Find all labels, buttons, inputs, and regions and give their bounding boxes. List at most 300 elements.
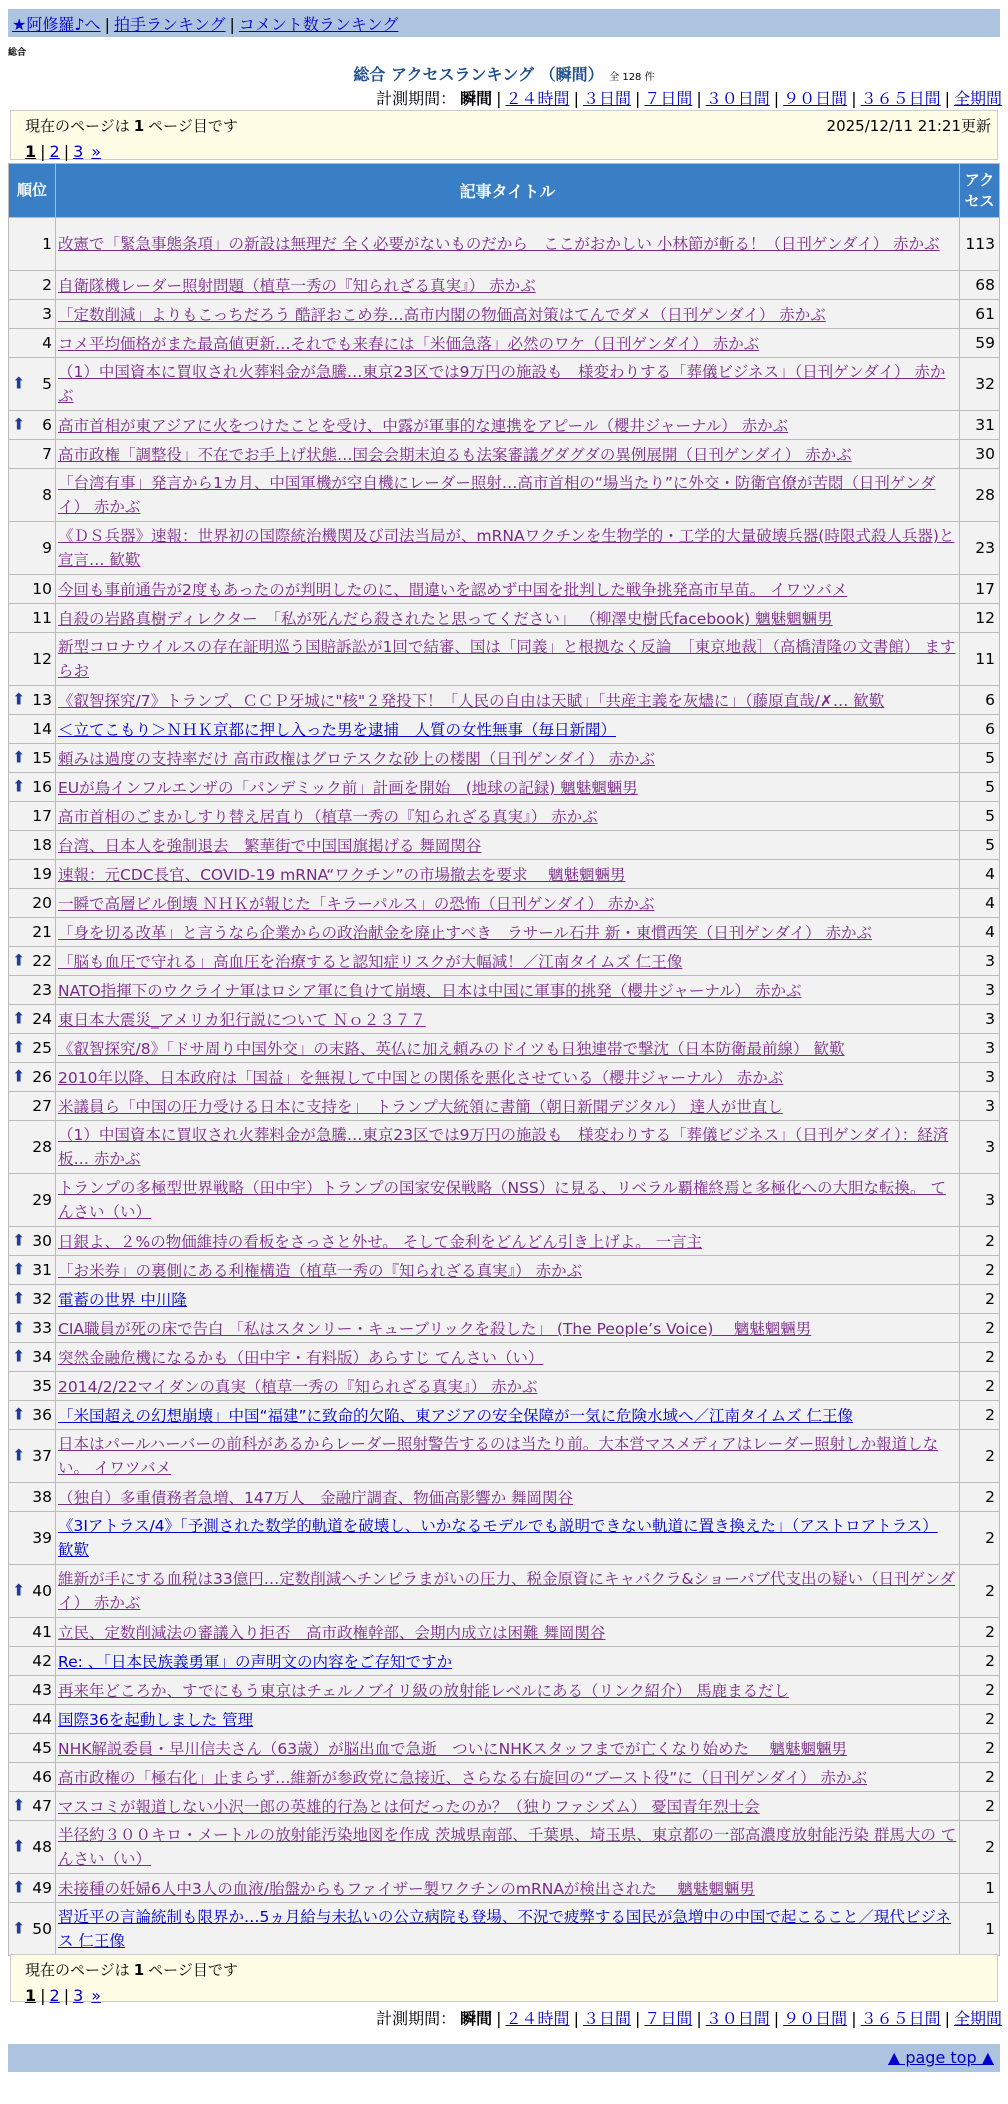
- article-link[interactable]: 自衛隊機レーダー照射問題（植草一秀の『知られざる真実』） 赤かぶ: [58, 277, 536, 295]
- table-row: [9, 300, 1000, 329]
- article-link[interactable]: 立民、定数削減法の審議入り拒否 高市政権幹部、会期内成立は困難 舞岡関谷: [58, 1624, 606, 1642]
- article-link[interactable]: 電蓄の世界 中川隆: [58, 1291, 187, 1309]
- rank-number: 43: [32, 1681, 52, 1699]
- article-link[interactable]: 半径約３００キロ・メートルの放射能汚染地図を作成 茨城県南部、千葉県、埼玉県、東京都の一部高濃度放射能汚染 群馬大の てんさい（い）: [58, 1826, 957, 1868]
- access-count: 5: [960, 831, 1000, 860]
- table-row: [9, 773, 1000, 802]
- pagination-next[interactable]: »: [91, 1986, 102, 2005]
- rank-number: 10: [32, 580, 52, 598]
- table-row: [9, 889, 1000, 918]
- article-link[interactable]: CIA職員が死の床で告白 「私はスタンリー・キューブリックを殺した」 (The People’s Voice) 魑魅魍魎男: [58, 1320, 812, 1338]
- table-row: [9, 1903, 1000, 1956]
- period-current: 瞬間: [460, 89, 493, 108]
- table-row: [9, 1676, 1000, 1705]
- rank-cell: [9, 976, 56, 1005]
- table-row: [9, 1174, 1000, 1227]
- article-link[interactable]: 改憲で「緊急事態条項」の新設は無理だ 全く必要がないものだから ここがおかしい 小林節が斬る！（日刊ゲンダイ） 赤かぶ: [58, 235, 940, 253]
- page-top-link[interactable]: ▲ page top ▲: [887, 2048, 994, 2067]
- table-header-row: [9, 164, 1000, 218]
- rank-cell: [9, 1121, 56, 1174]
- article-link[interactable]: トランプの多極型世界戦略（田中宇）トランプの国家安保戦略（NSS）に見る、リベラル覇権終焉と多極化への大胆な転換。 てんさい（い）: [58, 1179, 946, 1221]
- table-row: [9, 604, 1000, 633]
- rank-cell: [9, 1903, 56, 1956]
- up-arrow-icon: ⬆: [12, 1795, 26, 1815]
- access-count: 2: [960, 1821, 1000, 1874]
- access-count: 4: [960, 860, 1000, 889]
- period-separator: |: [573, 89, 579, 108]
- table-row: [9, 271, 1000, 300]
- pager-current-page: 1: [133, 117, 145, 135]
- up-arrow-icon: ⬆: [12, 1037, 26, 1057]
- article-link[interactable]: 《3Iアトラス/4》「予測された数学的軌道を破壊し、いかなるモデルでも説明できない軌道に置き換えた」（アストロアトラス） 歓歎: [58, 1517, 938, 1559]
- period-separator: |: [944, 2009, 950, 2028]
- pagination-next[interactable]: »: [91, 142, 102, 161]
- rank-cell: [9, 1034, 56, 1063]
- article-link[interactable]: 高市政権「調整役」不在でお手上げ状態…国会会期末迫るも法案審議グダグダの異例展開（日刊ゲンダイ） 赤かぶ: [58, 446, 852, 464]
- access-count: 6: [960, 686, 1000, 715]
- up-arrow-icon: ⬆: [12, 1836, 26, 1856]
- article-link[interactable]: 2010年以降、日本政府は「国益」を無視して中国との関係を悪化させている（櫻井ジャーナル） 赤かぶ: [58, 1069, 784, 1087]
- access-count: 1: [960, 1874, 1000, 1903]
- article-link[interactable]: マスコミが報道しない小沢一郎の英雄的行為とは何だったのか？（独りファシズム） 憂国青年烈士会: [58, 1798, 760, 1816]
- rank-cell: [9, 1565, 56, 1618]
- table-row: [9, 715, 1000, 744]
- period-current: 瞬間: [460, 2009, 493, 2028]
- footer-bar: [8, 2044, 1000, 2072]
- rank-cell: [9, 604, 56, 633]
- rank-cell: [9, 831, 56, 860]
- rank-number: 1: [42, 235, 52, 253]
- article-link[interactable]: 突然金融危機になるかも（田中宇・有料版）あらすじ てんさい（い）: [58, 1349, 544, 1367]
- access-count: 4: [960, 889, 1000, 918]
- table-row: [9, 411, 1000, 440]
- article-link[interactable]: 米議員ら「中国の圧力受ける日本に支持を」 トランプ大統領に書簡（朝日新聞デジタル） 達人が世直し: [58, 1098, 783, 1116]
- top-nav-bar: [8, 9, 1000, 37]
- access-count: 2: [960, 1792, 1000, 1821]
- period-link[interactable]: ３日間: [582, 2009, 631, 2028]
- access-count: 5: [960, 802, 1000, 831]
- title-cell: [56, 1174, 960, 1227]
- article-link[interactable]: 「米国超えの幻想崩壊」中国“福建”に致命的欠陥、東アジアの安全保障が一気に危険水域へ／江南タイムズ 仁王像: [58, 1407, 854, 1425]
- access-count: 3: [960, 1092, 1000, 1121]
- title-cell: [56, 1618, 960, 1647]
- article-link[interactable]: 「定数削減」よりもこっちだろう 酷評おこめ券…高市内閣の物価高対策はてんでダメ（日刊ゲンダイ） 赤かぶ: [58, 306, 826, 324]
- article-link[interactable]: 日銀よ、２%の物価維持の看板をさっさと外せ。 そして金利をどんどん引き上げよ。 一言主: [58, 1233, 703, 1251]
- rank-cell: [9, 1821, 56, 1874]
- access-count: 32: [960, 358, 1000, 411]
- article-link[interactable]: 「お米券」の裏側にある利権構造（植草一秀の『知られざる真実』） 赤かぶ: [58, 1262, 583, 1280]
- pager-status: [25, 1959, 983, 1980]
- period-link[interactable]: ２４時間: [505, 2009, 570, 2028]
- rank-number: 23: [32, 981, 52, 999]
- pagination-page-2[interactable]: 2: [49, 142, 60, 161]
- rank-cell: [9, 889, 56, 918]
- pagination-page-3[interactable]: 3: [73, 142, 84, 161]
- period-link[interactable]: ７日間: [644, 2009, 693, 2028]
- access-count: 2: [960, 1343, 1000, 1372]
- rank-cell: [9, 715, 56, 744]
- rank-number: 50: [32, 1920, 52, 1938]
- access-count: 5: [960, 744, 1000, 773]
- table-row: [9, 469, 1000, 522]
- article-link[interactable]: コメ平均価格がまた最高値更新…それでも来春には「米価急落」必然のワケ（日刊ゲンダイ） 赤かぶ: [58, 335, 760, 353]
- title-cell: [56, 633, 960, 686]
- access-count: 3: [960, 1174, 1000, 1227]
- header-rank: 順位: [9, 164, 56, 218]
- table-row: [9, 218, 1000, 271]
- rank-cell: [9, 522, 56, 575]
- rank-cell: [9, 1512, 56, 1565]
- table-row: [9, 329, 1000, 358]
- period-link[interactable]: ３６５日間: [860, 2009, 941, 2028]
- access-count: 2: [960, 1401, 1000, 1430]
- article-link[interactable]: 《叡智探究/8》「ドサ周り中国外交」の末路、英仏に加え頼みのドイツも日独連帯で撃沈（日本防衛最前線） 歓歎: [58, 1040, 845, 1058]
- title-cell: [56, 218, 960, 271]
- header-title: 記事タイトル: [56, 164, 960, 218]
- title-cell: [56, 1821, 960, 1874]
- table-row: [9, 1401, 1000, 1430]
- up-arrow-icon: ⬆: [12, 1404, 26, 1424]
- period-separator: |: [696, 89, 702, 108]
- pagination: [25, 142, 983, 161]
- table-row: [9, 1792, 1000, 1821]
- title-cell: [56, 358, 960, 411]
- access-count: 2: [960, 1512, 1000, 1565]
- rank-number: 3: [42, 305, 52, 323]
- article-link[interactable]: 国際36を起動しました 管理: [58, 1711, 254, 1729]
- title-cell: [56, 1063, 960, 1092]
- access-count: 2: [960, 1372, 1000, 1401]
- table-row: [9, 1734, 1000, 1763]
- access-count: 2: [960, 1256, 1000, 1285]
- up-arrow-icon: ⬆: [12, 776, 26, 796]
- access-count: 12: [960, 604, 1000, 633]
- access-count: 2: [960, 1483, 1000, 1512]
- title-cell: [56, 1121, 960, 1174]
- article-link[interactable]: 高市首相が東アジアに火をつけたことを受け、中露が軍事的な連携をアピール（櫻井ジャーナル） 赤かぶ: [58, 417, 789, 435]
- page-title-text: 総合 アクセスランキング （瞬間）: [353, 65, 604, 84]
- rank-cell: [9, 1372, 56, 1401]
- article-link[interactable]: 頼みは過度の支持率だけ 高市政権はグロテスクな砂上の楼閣（日刊ゲンダイ） 赤かぶ: [58, 750, 655, 768]
- rank-cell: [9, 773, 56, 802]
- access-count: 30: [960, 440, 1000, 469]
- title-cell: [56, 440, 960, 469]
- title-cell: [56, 1005, 960, 1034]
- period-link[interactable]: ３６５日間: [860, 89, 941, 108]
- header-access: アクセス: [960, 164, 1000, 218]
- table-row: [9, 1874, 1000, 1903]
- article-link[interactable]: 2014/2/22マイダンの真実（植草一秀の『知られざる真実』） 赤かぶ: [58, 1378, 538, 1396]
- table-row: [9, 1034, 1000, 1063]
- period-label: 計測期間：: [376, 89, 457, 108]
- article-link[interactable]: Re: 、「日本民族義勇軍」の声明文の内容をご存知ですか: [58, 1653, 453, 1671]
- rank-number: 5: [42, 375, 52, 393]
- rank-number: 8: [42, 486, 52, 504]
- article-link[interactable]: ＜立てこもり＞ＮＨＫ京都に押し入った男を逮捕 人質の女性無事（毎日新聞）: [58, 721, 617, 739]
- rank-number: 35: [32, 1377, 52, 1395]
- rank-cell: [9, 1227, 56, 1256]
- period-selector-bottom: [376, 2006, 1002, 2029]
- rank-number: 41: [32, 1623, 52, 1641]
- table-row: [9, 575, 1000, 604]
- total-count: 全 128 件: [609, 72, 655, 83]
- access-count: 3: [960, 976, 1000, 1005]
- title-cell: [56, 1372, 960, 1401]
- rank-number: 37: [32, 1447, 52, 1465]
- rank-number: 7: [42, 445, 52, 463]
- rank-cell: [9, 802, 56, 831]
- article-link[interactable]: 一瞬で高層ビル倒壊 ＮＨＫが報じた「キラーパルス」の恐怖（日刊ゲンダイ） 赤かぶ: [58, 895, 655, 913]
- article-link[interactable]: 日本はパールハーバーの前科があるからレーダー照射警告するのは当たり前。大本営マスメディアはレーダー照射しか報道しない。 イワツバメ: [58, 1435, 939, 1477]
- title-cell: [56, 1734, 960, 1763]
- rank-cell: [9, 1792, 56, 1821]
- title-cell: [56, 469, 960, 522]
- article-link[interactable]: 「脳も血圧で守れる」高血圧を治療すると認知症リスクが大幅減！／江南タイムズ 仁王像: [58, 953, 683, 971]
- rank-cell: [9, 1483, 56, 1512]
- rank-number: 2: [42, 276, 52, 294]
- period-link[interactable]: ２４時間: [505, 89, 570, 108]
- title-cell: [56, 1903, 960, 1956]
- access-count: 2: [960, 1676, 1000, 1705]
- access-count: 2: [960, 1705, 1000, 1734]
- period-selector: [376, 86, 1002, 109]
- title-cell: [56, 1483, 960, 1512]
- article-link[interactable]: 新型コロナウイルスの存在証明巡う国賠訴訟が1回で結審、国は「同義」と根拠なく反論 ［東京地裁］（高橋清隆の文書館） ますらお: [58, 638, 956, 680]
- updated-timestamp: 2025/12/11 21:21更新: [826, 117, 991, 135]
- rank-cell: [9, 1647, 56, 1676]
- pagination-separator: |: [40, 142, 46, 161]
- rank-cell: [9, 469, 56, 522]
- access-count: 113: [960, 218, 1000, 271]
- rank-cell: [9, 1763, 56, 1792]
- rank-number: 34: [32, 1348, 52, 1366]
- up-arrow-icon: ⬆: [12, 1580, 26, 1600]
- access-count: 3: [960, 947, 1000, 976]
- pagination-separator: |: [63, 1986, 70, 2005]
- period-link[interactable]: ３０日間: [705, 89, 770, 108]
- rank-number: 49: [32, 1879, 52, 1897]
- period-separator: |: [573, 2009, 579, 2028]
- title-cell: [56, 411, 960, 440]
- rank-cell: [9, 575, 56, 604]
- title-cell: [56, 831, 960, 860]
- up-arrow-icon: ⬆: [12, 1445, 26, 1465]
- rank-number: 36: [32, 1406, 52, 1424]
- access-count: 5: [960, 773, 1000, 802]
- table-row: [9, 831, 1000, 860]
- rank-number: 44: [32, 1710, 52, 1728]
- article-link[interactable]: 高市政権の「極右化」止まらず…維新が参政党に急接近、さらなる右旋回の“ブースト役”に（日刊ゲンダイ） 赤かぶ: [58, 1769, 868, 1787]
- rank-number: 28: [32, 1138, 52, 1156]
- period-link[interactable]: 全期間: [953, 2009, 1002, 2028]
- rank-cell: [9, 1063, 56, 1092]
- table-row: [9, 440, 1000, 469]
- period-separator: |: [634, 2009, 641, 2028]
- pagination-page-1: 1: [25, 142, 37, 161]
- rank-cell: [9, 1256, 56, 1285]
- rank-number: 29: [32, 1191, 52, 1209]
- rank-cell: [9, 918, 56, 947]
- nav-separator: |: [229, 15, 235, 34]
- period-link[interactable]: ９０日間: [783, 89, 848, 108]
- up-arrow-icon: ⬆: [12, 1259, 26, 1279]
- rank-number: 30: [32, 1232, 52, 1250]
- rank-number: 11: [32, 609, 52, 627]
- title-cell: [56, 686, 960, 715]
- article-link[interactable]: 習近平の言論統制も限界か…5ヵ月給与未払いの公立病院も登場、不況で疲弊する国民が急増中の中国で起こること／現代ビジネス 仁王像: [58, 1908, 951, 1950]
- access-count: 3: [960, 1121, 1000, 1174]
- rank-number: 9: [42, 539, 52, 557]
- section-label: 総合: [8, 48, 27, 58]
- article-link[interactable]: 今回も事前通告が2度もあったのが判明したのに、間違いを認めず中国を批判した戦争挑発高市早苗。 イワツバメ: [58, 581, 848, 599]
- access-count: 68: [960, 271, 1000, 300]
- up-arrow-icon: ⬆: [12, 1288, 26, 1308]
- article-link[interactable]: 東日本大震災_アメリカ犯行説について Ｎｏ２３７７: [58, 1011, 426, 1029]
- rank-cell: [9, 329, 56, 358]
- table-row: [9, 1565, 1000, 1618]
- access-count: 2: [960, 1763, 1000, 1792]
- up-arrow-icon: ⬆: [12, 689, 26, 709]
- title-cell: [56, 1705, 960, 1734]
- article-link[interactable]: 速報：元CDC長官、COVID-19 mRNA“ワクチン”の市場撤去を要求 魑魅魍魎男: [58, 866, 626, 884]
- up-arrow-icon: ⬆: [12, 1317, 26, 1337]
- article-link[interactable]: 維新が手にする血税は33億円…定数削減ヘチンピラまがいの圧力、税金原資にキャバクラ&ショーパブ代支出の疑い（日刊ゲンダイ） 赤かぶ: [58, 1570, 956, 1612]
- table-row: [9, 1512, 1000, 1565]
- table-row: [9, 633, 1000, 686]
- article-link[interactable]: 高市首相のごまかしすり替え居直り（植草一秀の『知られざる真実』） 赤かぶ: [58, 808, 598, 826]
- table-row: [9, 522, 1000, 575]
- rank-cell: [9, 860, 56, 889]
- title-cell: [56, 744, 960, 773]
- access-count: 2: [960, 1285, 1000, 1314]
- title-cell: [56, 918, 960, 947]
- title-cell: [56, 575, 960, 604]
- up-arrow-icon: ⬆: [12, 950, 26, 970]
- title-cell: [56, 522, 960, 575]
- pager-prefix: 現在のページは: [25, 1961, 130, 1979]
- article-link[interactable]: 「台湾有事」発言から1カ月、中国軍機が空自機にレーダー照射…高市首相の“場当たり”に外交・防衛官僚が苦悶（日刊ゲンダイ） 赤かぶ: [58, 474, 936, 516]
- period-separator: |: [851, 2009, 857, 2028]
- title-cell: [56, 300, 960, 329]
- rank-cell: [9, 744, 56, 773]
- article-link[interactable]: NATO指揮下のウクライナ軍はロシア軍に負けて崩壊、日本は中国に軍事的挑発（櫻井ジャーナル） 赤かぶ: [58, 982, 802, 1000]
- period-link[interactable]: 全期間: [953, 89, 1002, 108]
- rank-cell: [9, 218, 56, 271]
- article-link[interactable]: 再来年どころか、すでにもう東京はチェルノブイリ級の放射能レベルにある（リンク紹介） 馬鹿まるだし: [58, 1682, 790, 1700]
- pagination-page-3[interactable]: 3: [73, 1986, 84, 2005]
- title-cell: [56, 1227, 960, 1256]
- access-count: 1: [960, 1903, 1000, 1956]
- rank-number: 33: [32, 1319, 52, 1337]
- ranking-table: [8, 163, 1000, 1956]
- period-link[interactable]: ７日間: [644, 89, 693, 108]
- table-row: [9, 1705, 1000, 1734]
- period-separator: |: [851, 89, 857, 108]
- nav-clap-ranking-link[interactable]: 拍手ランキング: [113, 15, 226, 34]
- title-cell: [56, 1256, 960, 1285]
- table-row: [9, 1256, 1000, 1285]
- pagination-page-2[interactable]: 2: [49, 1986, 60, 2005]
- table-row: [9, 1005, 1000, 1034]
- up-arrow-icon: ⬆: [12, 1877, 26, 1897]
- nav-home-link[interactable]: ★阿修羅♪へ: [12, 15, 101, 34]
- title-cell: [56, 1285, 960, 1314]
- article-link[interactable]: 自殺の岩路真樹ディレクター 「私が死んだら殺されたと思ってください」 （柳澤史樹氏facebook) 魑魅魍魎男: [58, 610, 833, 628]
- access-count: 17: [960, 575, 1000, 604]
- period-link[interactable]: ３日間: [582, 89, 631, 108]
- title-cell: [56, 1874, 960, 1903]
- up-arrow-icon: ⬆: [12, 1230, 26, 1250]
- title-cell: [56, 1763, 960, 1792]
- table-row: [9, 1430, 1000, 1483]
- rank-cell: [9, 440, 56, 469]
- table-row: [9, 1121, 1000, 1174]
- table-row: [9, 1618, 1000, 1647]
- rank-number: 18: [32, 836, 52, 854]
- article-link[interactable]: （1）中国資本に買収され火葬料金が急騰…東京23区では9万円の施設も 様変わりする「葬儀ビジネス」（日刊ゲンダイ）：経済板… 赤かぶ: [58, 1126, 949, 1168]
- rank-number: 15: [32, 749, 52, 767]
- period-link[interactable]: ３０日間: [705, 2009, 770, 2028]
- title-cell: [56, 1034, 960, 1063]
- article-link[interactable]: （1）中国資本に買収され火葬料金が急騰…東京23区では9万円の施設も 様変わりする「葬儀ビジネス」（日刊ゲンダイ） 赤かぶ: [58, 363, 946, 405]
- title-cell: [56, 1565, 960, 1618]
- rank-number: 46: [32, 1768, 52, 1786]
- rank-cell: [9, 1343, 56, 1372]
- pager-box-bottom: [10, 1954, 998, 2005]
- article-link[interactable]: （独自）多重債務者急増、147万人 金融庁調査、物価高影響か 舞岡関谷: [58, 1489, 574, 1507]
- table-row: [9, 1372, 1000, 1401]
- title-cell: [56, 715, 960, 744]
- title-cell: [56, 1430, 960, 1483]
- nav-comment-ranking-link[interactable]: コメント数ランキング: [238, 15, 399, 34]
- rank-number: 40: [32, 1582, 52, 1600]
- period-link[interactable]: ９０日間: [783, 2009, 848, 2028]
- access-count: 2: [960, 1227, 1000, 1256]
- title-cell: [56, 947, 960, 976]
- rank-number: 12: [32, 650, 52, 668]
- up-arrow-icon: ⬆: [12, 1066, 26, 1086]
- pagination: [25, 1986, 983, 2005]
- rank-cell: [9, 300, 56, 329]
- article-link[interactable]: 未接種の妊婦6人中3人の血液/胎盤からもファイザー製ワクチンのmRNAが検出された 魑魅魍魎男: [58, 1880, 755, 1898]
- period-separator: |: [496, 2009, 502, 2028]
- title-cell: [56, 889, 960, 918]
- access-count: 2: [960, 1565, 1000, 1618]
- access-count: 28: [960, 469, 1000, 522]
- title-cell: [56, 1676, 960, 1705]
- table-row: [9, 358, 1000, 411]
- article-link[interactable]: 《叡智探究/7》トランプ、ＣＣＰ牙城に"核"２発投下！「人民の自由は天賦」「共産主義を灰燼に」（藤原直哉/✗… 歓歎: [58, 692, 885, 710]
- pagination-separator: |: [63, 142, 70, 161]
- up-arrow-icon: ⬆: [12, 747, 26, 767]
- table-row: [9, 1314, 1000, 1343]
- access-count: 3: [960, 1034, 1000, 1063]
- rank-cell: [9, 411, 56, 440]
- rank-cell: [9, 1314, 56, 1343]
- article-link[interactable]: NHK解説委員・早川信夫さん（63歳）が脳出血で急逝 ついにNHKスタッフまでが亡くなり始めた 魑魅魍魎男: [58, 1740, 847, 1758]
- article-link[interactable]: 《ＤＳ兵器》速報：世界初の国際統治機関及び司法当局が、mRNAワクチンを生物学的・工学的大量破壊兵器(時限式殺人兵器)と宣言… 歓歎: [58, 527, 955, 569]
- rank-cell: [9, 1005, 56, 1034]
- table-row: [9, 802, 1000, 831]
- pager-box: [10, 110, 998, 160]
- article-link[interactable]: 「身を切る改革」と言うなら企業からの政治献金を廃止すべき ラサール石井 新・東慣西笑（日刊ゲンダイ） 赤かぶ: [58, 924, 872, 942]
- page-title: [0, 62, 1008, 85]
- rank-number: 14: [32, 720, 52, 738]
- table-row: [9, 1092, 1000, 1121]
- article-link[interactable]: 台湾、日本人を強制退去 繁華街で中国国旗掲げる 舞岡関谷: [58, 837, 482, 855]
- pagination-page-1: 1: [25, 1986, 37, 2005]
- article-link[interactable]: EUが鳥インフルエンザの「パンデミック前」計画を開始 (地球の記録) 魑魅魍魎男: [58, 779, 638, 797]
